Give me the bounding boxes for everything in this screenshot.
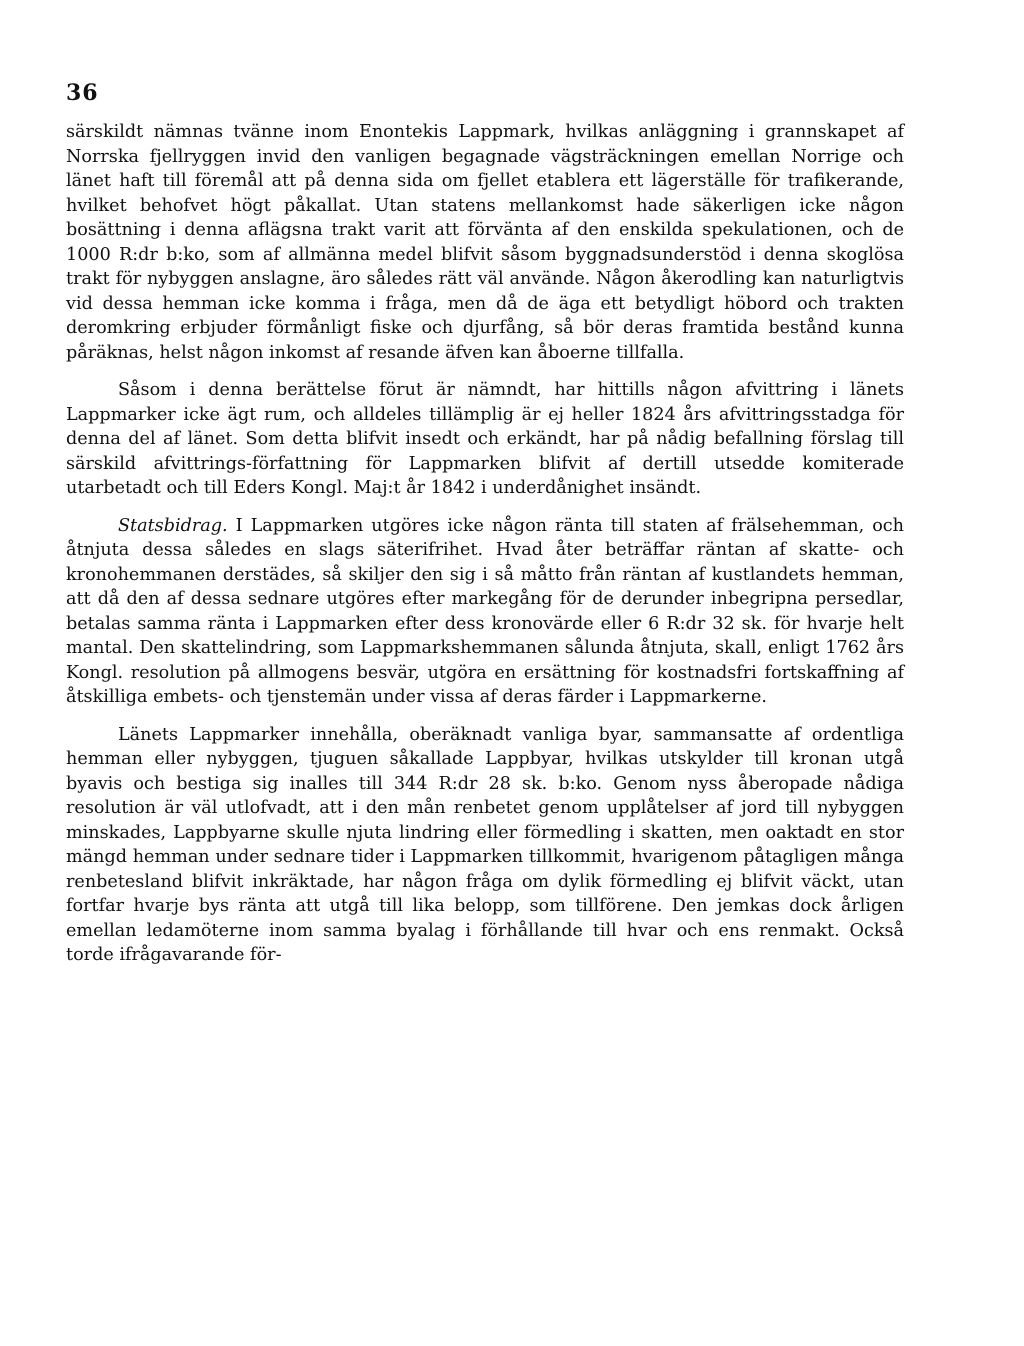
paragraph-3 xyxy=(66,514,904,710)
paragraph-2-text: Såsom i denna berättelse förut är nämndt, har hittills någon afvittring i länets Lappmarker icke ägt rum, och alldeles tillämplig är ej heller 1824 års afvittringsstadga för denna del af länet. Som detta blifvit insedt och erkändt, har på nådig befallning förslag till särskild afvittrings-författning för Lappmarken blifvit af dertill utsedde komiterade utarbetadt och till Eders Kongl. Maj:t år 1842 i underdånighet insändt. xyxy=(66,380,904,498)
paragraph-4-text: Länets Lappmarker innehålla, oberäknadt vanliga byar, sammansatte af ordentliga hemman eller nybyggen, tjuguen såkallade Lappbyar, hvilkas utskylder till kronan utgå byavis och bestiga sig inalles till 344 R:dr 28 sk. b:ko. Genom nyss åberopade nådiga resolution är väl utlofvadt, att i den mån renbetet genom upplåtelser af jord till nybyggen minskades, Lappbyarne skulle njuta lindring eller förmedling i skatten, men oaktadt en stor mängd hemman under sednare tider i Lappmarken tillkommit, hvarigenom påtagligen många renbetesland blifvit inkräktade, har någon fråga om dylik förmedling ej blifvit väckt, utan fortfar hvarje bys ränta att utgå till lika belopp, som tillförene. Den jemkas dock årligen emellan ledamöterne inom samma byalag i förhållande till hvar och ens renmakt. Också torde ifrågavarande för- xyxy=(66,724,904,965)
paragraph-1 xyxy=(66,120,904,365)
paragraph-1-text: särskildt nämnas tvänne inom Enontekis Lappmark, hvilkas anläggning i grannskapet af Norrska fjellryggen invid den vanligen begagnade vägsträckningen emellan Norrige och länet haft till föremål att på denna sida om fjellet etablera ett lägerställe för trafikerande, hvilket behofvet högt påkallat. Utan statens mellankomst hade säkerligen icke någon bosättning i denna aflägsna trakt varit att förvänta af den enskilda spekulationen, och de 1000 R:dr b:ko, som af allmänna medel blifvit såsom byggnadsunderstöd i denna skoglösa trakt för nybyggen anslagne, äro således rätt väl använde. Någon åkerodling kan naturligtvis vid dessa hemman icke komma i fråga, men då de äga ett betydligt höbord och trakten deromkring erbjuder förmånligt fiske och djurfång, så bör deras framtida bestånd kunna påräknas, helst någon inkomst af resande äfven kan åboerne tillfalla. xyxy=(66,122,904,363)
body-text xyxy=(66,120,904,981)
page-number: 36 xyxy=(66,80,99,106)
paragraph-2 xyxy=(66,378,904,501)
paragraph-4 xyxy=(66,723,904,968)
paragraph-3-heading: Statsbidrag. xyxy=(118,515,228,536)
paragraph-3-text: I Lappmarken utgöres icke någon ränta till staten af frälsehemman, och åtnjuta dessa således en slags säterifrihet. Hvad åter beträffar räntan af skatte- och kronohemmanen derstädes, så skiljer den sig i så måtto från räntan af kustlandets hemman, att då den af dessa sednare utgöres efter markegång för de derunder inbegripna persedlar, betalas samma ränta i Lappmarken efter dess kronovärde eller 6 R:dr 32 sk. för hvarje helt mantal. Den skattelindring, som Lappmarkshemmanen sålunda åtnjuta, skall, enligt 1762 års Kongl. resolution på allmogens besvär, utgöra en ersättning för kostnadsfri fortskaffning af åtskilliga embets- och tjenstemän under vissa af deras färder i Lappmarkerne. xyxy=(66,515,904,707)
